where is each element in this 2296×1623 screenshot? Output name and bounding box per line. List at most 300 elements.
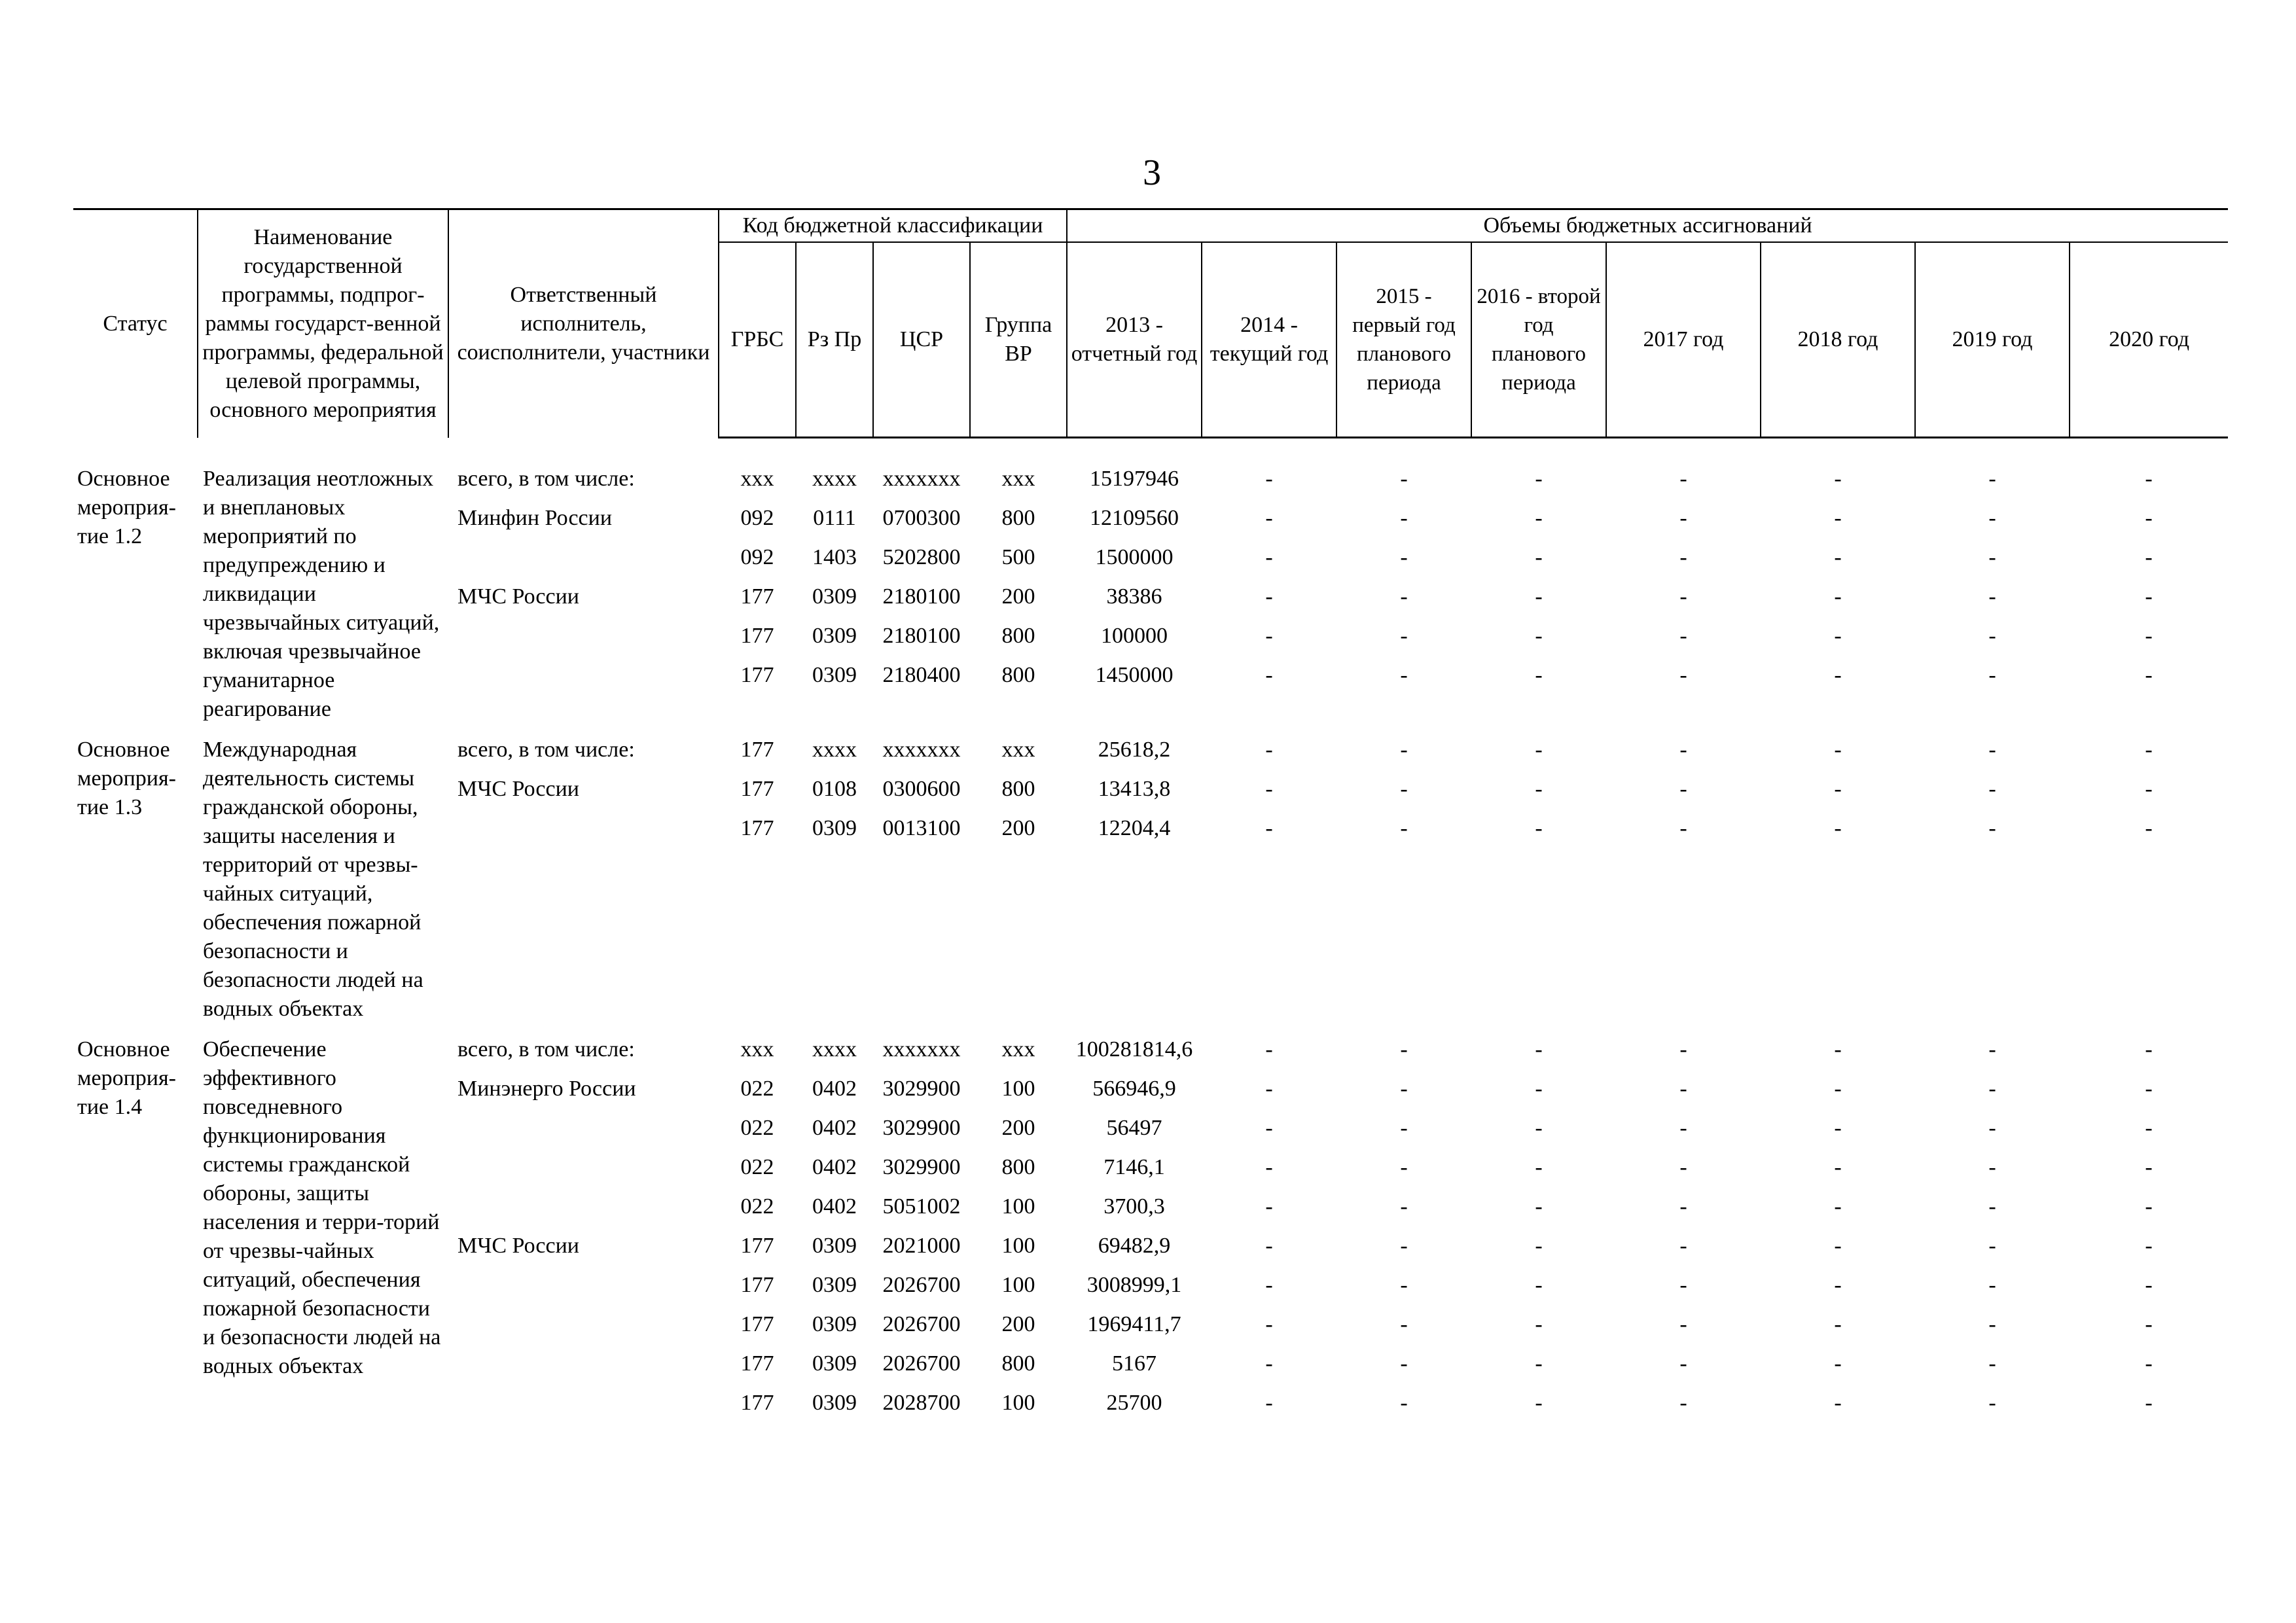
value-2017: - xyxy=(1679,816,1687,840)
v2013-value: 566946,9 xyxy=(1092,1077,1176,1101)
executor-name: Минэнерго России xyxy=(457,1077,636,1101)
csr-value: 3029900 xyxy=(882,1077,961,1101)
value-2014: - xyxy=(1265,663,1273,687)
vr-value: 100 xyxy=(1001,1273,1035,1297)
value-2019: - xyxy=(1988,816,1996,840)
value-2014: - xyxy=(1265,1312,1273,1336)
measure-block-row xyxy=(73,1030,2228,1429)
value-2019: - xyxy=(1988,1351,1996,1376)
value-2019: - xyxy=(1988,467,1996,491)
value-2015: - xyxy=(1400,467,1408,491)
value-2020: - xyxy=(2145,506,2153,530)
vr-value: 100 xyxy=(1001,1391,1035,1415)
csr-cell xyxy=(873,1030,970,1429)
csr-value: 2021000 xyxy=(882,1234,961,1258)
value-2015-cell xyxy=(1336,1030,1471,1429)
executor-name xyxy=(457,1266,716,1305)
value-2019: - xyxy=(1988,663,1996,687)
header-csr: ЦСР xyxy=(873,242,970,438)
value-2018: - xyxy=(1834,816,1842,840)
measure-name: Обеспечение эффективного повседневного функционирования системы гражданской обороны, защиты населения и терри-торий от чрезвы-чайных ситуаций, обеспечения пожарной безопасности и безопасности людей на водных объектах xyxy=(203,1037,441,1378)
rzpr-value: 0402 xyxy=(812,1116,857,1140)
executor-name xyxy=(457,1383,716,1423)
grbs-value: 177 xyxy=(740,584,774,609)
csr-value: ххххххх xyxy=(882,1037,961,1061)
v2013-value: 5167 xyxy=(1112,1351,1157,1376)
grbs-value: 092 xyxy=(740,545,774,569)
header-year-2020: 2020 год xyxy=(2070,242,2228,438)
value-2015: - xyxy=(1400,663,1408,687)
header-status: Статус xyxy=(73,209,198,438)
header-year-2016: 2016 - второй год планового периода xyxy=(1471,242,1606,438)
rzpr-value: 0402 xyxy=(812,1155,857,1179)
vr-value: 200 xyxy=(1001,816,1035,840)
value-2019-cell xyxy=(1915,730,2070,1030)
grbs-value: 177 xyxy=(740,1391,774,1415)
csr-value: 2028700 xyxy=(882,1391,961,1415)
vr-value: 100 xyxy=(1001,1194,1035,1219)
value-2015: - xyxy=(1400,1194,1408,1219)
value-2020-cell xyxy=(2070,1030,2228,1429)
value-2019: - xyxy=(1988,584,1996,609)
value-2020: - xyxy=(2145,1273,2153,1297)
value-2017: - xyxy=(1679,1116,1687,1140)
vr-cell xyxy=(970,459,1067,730)
value-2018: - xyxy=(1834,1116,1842,1140)
rzpr-value: 0309 xyxy=(812,1351,857,1376)
value-2018: - xyxy=(1834,584,1842,609)
value-2018-cell xyxy=(1761,459,1915,730)
vr-value: 800 xyxy=(1001,777,1035,801)
value-2020: - xyxy=(2145,584,2153,609)
measure-status: Основное мероприя-тие 1.4 xyxy=(77,1037,176,1119)
value-2019: - xyxy=(1988,1116,1996,1140)
grbs-cell xyxy=(719,1030,796,1429)
vr-value: 800 xyxy=(1001,663,1035,687)
value-2018-cell xyxy=(1761,730,1915,1030)
csr-value: 2026700 xyxy=(882,1273,961,1297)
header-rzpr: Рз Пр xyxy=(796,242,873,438)
grbs-value: ххх xyxy=(740,467,774,491)
vr-value: 500 xyxy=(1001,545,1035,569)
grbs-value: 177 xyxy=(740,624,774,648)
v2013-value: 3700,3 xyxy=(1103,1194,1165,1219)
vr-cell xyxy=(970,1030,1067,1429)
measure-status-cell xyxy=(73,730,198,1030)
v2013-value: 25618,2 xyxy=(1098,738,1171,762)
value-2014: - xyxy=(1265,738,1273,762)
csr-value: ххххххх xyxy=(882,467,961,491)
v2013-value: 56497 xyxy=(1106,1116,1162,1140)
rzpr-value: 0108 xyxy=(812,777,857,801)
value-2020: - xyxy=(2145,816,2153,840)
header-executor: Ответственный исполнитель, соисполнители, участники xyxy=(448,209,719,438)
v2013-value: 12204,4 xyxy=(1098,816,1171,840)
rzpr-value: 0309 xyxy=(812,663,857,687)
value-2016: - xyxy=(1535,1391,1543,1415)
header-year-2017: 2017 год xyxy=(1606,242,1761,438)
grbs-value: 022 xyxy=(740,1155,774,1179)
vr-value: 800 xyxy=(1001,506,1035,530)
value-2019: - xyxy=(1988,1037,1996,1061)
value-2016: - xyxy=(1535,1116,1543,1140)
value-2017: - xyxy=(1679,738,1687,762)
vr-value: 100 xyxy=(1001,1234,1035,1258)
header-budget-volumes: Объемы бюджетных ассигнований xyxy=(1067,209,2228,243)
header-year-2018: 2018 год xyxy=(1761,242,1915,438)
value-2020: - xyxy=(2145,1155,2153,1179)
executor-name: МЧС России xyxy=(457,777,579,801)
value-2014: - xyxy=(1265,1273,1273,1297)
rzpr-value: 0111 xyxy=(813,506,856,530)
executor-cell xyxy=(448,459,719,730)
value-2017: - xyxy=(1679,506,1687,530)
value-2019: - xyxy=(1988,1234,1996,1258)
value-2020: - xyxy=(2145,1351,2153,1376)
value-2017: - xyxy=(1679,1273,1687,1297)
value-2018: - xyxy=(1834,1077,1842,1101)
value-2018-cell xyxy=(1761,1030,1915,1429)
value-2016: - xyxy=(1535,1037,1543,1061)
csr-value: 2180100 xyxy=(882,584,961,609)
value-2015: - xyxy=(1400,1273,1408,1297)
value-2015-cell xyxy=(1336,730,1471,1030)
value-2019: - xyxy=(1988,1077,1996,1101)
value-2018: - xyxy=(1834,1194,1842,1219)
value-2015: - xyxy=(1400,1037,1408,1061)
grbs-value: 177 xyxy=(740,738,774,762)
header-year-2015: 2015 - первый год планового периода xyxy=(1336,242,1471,438)
value-2017: - xyxy=(1679,1155,1687,1179)
vr-value: 800 xyxy=(1001,1351,1035,1376)
csr-value: 3029900 xyxy=(882,1155,961,1179)
value-2017: - xyxy=(1679,1194,1687,1219)
grbs-value: 177 xyxy=(740,1312,774,1336)
value-2016: - xyxy=(1535,1155,1543,1179)
value-2016: - xyxy=(1535,506,1543,530)
value-2020: - xyxy=(2145,1234,2153,1258)
value-2016: - xyxy=(1535,624,1543,648)
value-2016: - xyxy=(1535,738,1543,762)
value-2015: - xyxy=(1400,738,1408,762)
executor-name xyxy=(457,1344,716,1383)
value-2020: - xyxy=(2145,1037,2153,1061)
value-2013-cell xyxy=(1067,459,1202,730)
vr-value: 100 xyxy=(1001,1077,1035,1101)
value-2018: - xyxy=(1834,467,1842,491)
grbs-value: 177 xyxy=(740,1351,774,1376)
rzpr-value: хххх xyxy=(812,467,857,491)
v2013-value: 12109560 xyxy=(1090,506,1179,530)
executor-name xyxy=(457,1187,716,1226)
value-2020: - xyxy=(2145,777,2153,801)
header-year-2014: 2014 - текущий год xyxy=(1202,242,1336,438)
executor-name xyxy=(457,809,716,848)
value-2019: - xyxy=(1988,624,1996,648)
csr-value: ххххххх xyxy=(882,738,961,762)
measure-block-row xyxy=(73,730,2228,1030)
value-2018: - xyxy=(1834,1391,1842,1415)
value-2016: - xyxy=(1535,467,1543,491)
value-2020: - xyxy=(2145,1391,2153,1415)
rzpr-value: 0309 xyxy=(812,1312,857,1336)
value-2014: - xyxy=(1265,624,1273,648)
vr-value: 200 xyxy=(1001,584,1035,609)
csr-value: 0300600 xyxy=(882,777,961,801)
value-2014-cell xyxy=(1202,730,1336,1030)
rzpr-value: 0309 xyxy=(812,584,857,609)
value-2014: - xyxy=(1265,777,1273,801)
executor-name xyxy=(457,656,716,695)
measure-name: Реализация неотложных и внеплановых мероприятий по предупреждению и ликвидации чрезвычайных ситуаций, включая чрезвычайное гуманитарное реагирование xyxy=(203,467,440,721)
v2013-value: 69482,9 xyxy=(1098,1234,1171,1258)
value-2014: - xyxy=(1265,1351,1273,1376)
value-2017: - xyxy=(1679,1077,1687,1101)
vr-cell xyxy=(970,730,1067,1030)
value-2017: - xyxy=(1679,1351,1687,1376)
executor-cell xyxy=(448,730,719,1030)
value-2020-cell xyxy=(2070,730,2228,1030)
value-2017-cell xyxy=(1606,1030,1761,1429)
value-2018: - xyxy=(1834,545,1842,569)
grbs-value: 177 xyxy=(740,1234,774,1258)
value-2018: - xyxy=(1834,1037,1842,1061)
value-2015: - xyxy=(1400,1351,1408,1376)
executor-name: всего, в том числе: xyxy=(457,738,635,762)
value-2018: - xyxy=(1834,624,1842,648)
value-2014: - xyxy=(1265,506,1273,530)
value-2015-cell xyxy=(1336,459,1471,730)
value-2016: - xyxy=(1535,545,1543,569)
v2013-value: 15197946 xyxy=(1090,467,1179,491)
value-2018: - xyxy=(1834,663,1842,687)
value-2017: - xyxy=(1679,777,1687,801)
v2013-value: 100281814,6 xyxy=(1075,1037,1193,1061)
rzpr-value: 0309 xyxy=(812,624,857,648)
value-2019: - xyxy=(1988,1312,1996,1336)
value-2015: - xyxy=(1400,1234,1408,1258)
value-2016: - xyxy=(1535,584,1543,609)
header-year-2019: 2019 год xyxy=(1915,242,2070,438)
value-2017-cell xyxy=(1606,459,1761,730)
executor-name: Минфин России xyxy=(457,506,613,530)
value-2019: - xyxy=(1988,1155,1996,1179)
grbs-value: 177 xyxy=(740,777,774,801)
value-2016: - xyxy=(1535,1234,1543,1258)
value-2018: - xyxy=(1834,506,1842,530)
value-2019: - xyxy=(1988,545,1996,569)
rzpr-value: 0402 xyxy=(812,1194,857,1219)
executor-cell xyxy=(448,1030,719,1429)
value-2016-cell xyxy=(1471,1030,1606,1429)
value-2014-cell xyxy=(1202,459,1336,730)
value-2020: - xyxy=(2145,545,2153,569)
value-2016: - xyxy=(1535,1312,1543,1336)
measure-name: Международная деятельность системы гражданской обороны, защиты населения и территорий от чрезвы-чайных ситуаций, обеспечения пожарной безопасности и безопасности людей на водных объектах xyxy=(203,738,423,1021)
executor-name: МЧС России xyxy=(457,1234,579,1258)
grbs-cell xyxy=(719,730,796,1030)
value-2016: - xyxy=(1535,663,1543,687)
csr-value: 5202800 xyxy=(882,545,961,569)
value-2017: - xyxy=(1679,545,1687,569)
grbs-value: 177 xyxy=(740,1273,774,1297)
v2013-value: 25700 xyxy=(1106,1391,1162,1415)
value-2020: - xyxy=(2145,467,2153,491)
grbs-value: ххх xyxy=(740,1037,774,1061)
header-program-name: Наименование государственной программы, подпрог-раммы государст-венной программы, федеральной целевой программы, основного мероприятия xyxy=(198,209,448,438)
executor-name xyxy=(457,1109,716,1148)
value-2014-cell xyxy=(1202,1030,1336,1429)
value-2015: - xyxy=(1400,816,1408,840)
measure-status-cell xyxy=(73,459,198,730)
value-2018: - xyxy=(1834,1155,1842,1179)
vr-value: ххх xyxy=(1001,1037,1035,1061)
measure-block-row xyxy=(73,459,2228,730)
value-2017: - xyxy=(1679,584,1687,609)
value-2020: - xyxy=(2145,663,2153,687)
value-2015: - xyxy=(1400,777,1408,801)
rzpr-value: 0309 xyxy=(812,816,857,840)
value-2020: - xyxy=(2145,1077,2153,1101)
executor-name xyxy=(457,1148,716,1187)
value-2015: - xyxy=(1400,1116,1408,1140)
value-2020: - xyxy=(2145,738,2153,762)
csr-value: 2026700 xyxy=(882,1312,961,1336)
value-2014: - xyxy=(1265,467,1273,491)
v2013-value: 100000 xyxy=(1101,624,1168,648)
rzpr-value: хххх xyxy=(812,738,857,762)
value-2013-cell xyxy=(1067,1030,1202,1429)
value-2017: - xyxy=(1679,1234,1687,1258)
value-2015: - xyxy=(1400,545,1408,569)
value-2014: - xyxy=(1265,545,1273,569)
executor-name xyxy=(457,538,716,577)
v2013-value: 38386 xyxy=(1106,584,1162,609)
value-2020-cell xyxy=(2070,459,2228,730)
csr-value: 0013100 xyxy=(882,816,961,840)
measure-status-cell xyxy=(73,1030,198,1429)
value-2019: - xyxy=(1988,1194,1996,1219)
value-2015: - xyxy=(1400,1155,1408,1179)
value-2019-cell xyxy=(1915,1030,2070,1429)
grbs-value: 022 xyxy=(740,1194,774,1219)
value-2014: - xyxy=(1265,1077,1273,1101)
v2013-value: 7146,1 xyxy=(1103,1155,1165,1179)
value-2020: - xyxy=(2145,1312,2153,1336)
value-2020: - xyxy=(2145,1116,2153,1140)
value-2017: - xyxy=(1679,624,1687,648)
csr-value: 5051002 xyxy=(882,1194,961,1219)
table-header xyxy=(73,209,2228,438)
header-year-2013: 2013 - отчетный год xyxy=(1067,242,1202,438)
header-budget-classification-code: Код бюджетной классификации xyxy=(719,209,1067,243)
value-2019-cell xyxy=(1915,459,2070,730)
header-grbs: ГРБС xyxy=(719,242,796,438)
vr-value: 800 xyxy=(1001,624,1035,648)
rzpr-value: 0309 xyxy=(812,1273,857,1297)
value-2016: - xyxy=(1535,1351,1543,1376)
value-2017: - xyxy=(1679,1391,1687,1415)
vr-value: ххх xyxy=(1001,738,1035,762)
rzpr-value: 1403 xyxy=(812,545,857,569)
value-2014: - xyxy=(1265,1391,1273,1415)
value-2015: - xyxy=(1400,624,1408,648)
csr-value: 2180400 xyxy=(882,663,961,687)
vr-value: 200 xyxy=(1001,1312,1035,1336)
value-2014: - xyxy=(1265,1037,1273,1061)
value-2017: - xyxy=(1679,467,1687,491)
vr-value: ххх xyxy=(1001,467,1035,491)
grbs-value: 177 xyxy=(740,816,774,840)
value-2016: - xyxy=(1535,1194,1543,1219)
measure-status: Основное мероприя-тие 1.2 xyxy=(77,467,176,548)
vr-value: 800 xyxy=(1001,1155,1035,1179)
rzpr-value: 0309 xyxy=(812,1234,857,1258)
grbs-cell xyxy=(719,459,796,730)
measure-name-cell xyxy=(198,459,448,730)
measure-name-cell xyxy=(198,1030,448,1429)
value-2018: - xyxy=(1834,1273,1842,1297)
value-2014: - xyxy=(1265,1116,1273,1140)
value-2014: - xyxy=(1265,1194,1273,1219)
rzpr-value: 0402 xyxy=(812,1077,857,1101)
measure-status: Основное мероприя-тие 1.3 xyxy=(77,738,176,819)
grbs-value: 177 xyxy=(740,663,774,687)
v2013-value: 1969411,7 xyxy=(1087,1312,1181,1336)
executor-name xyxy=(457,616,716,656)
value-2018: - xyxy=(1834,1351,1842,1376)
value-2015: - xyxy=(1400,1391,1408,1415)
value-2015: - xyxy=(1400,506,1408,530)
value-2014: - xyxy=(1265,816,1273,840)
value-2014: - xyxy=(1265,1155,1273,1179)
value-2017: - xyxy=(1679,1312,1687,1336)
value-2016: - xyxy=(1535,777,1543,801)
value-2019: - xyxy=(1988,1273,1996,1297)
header-vr: Группа ВР xyxy=(970,242,1067,438)
value-2015: - xyxy=(1400,1077,1408,1101)
grbs-value: 022 xyxy=(740,1077,774,1101)
value-2018: - xyxy=(1834,1234,1842,1258)
rzpr-cell xyxy=(796,1030,873,1429)
executor-name: всего, в том числе: xyxy=(457,1037,635,1061)
value-2016-cell xyxy=(1471,459,1606,730)
grbs-value: 092 xyxy=(740,506,774,530)
executor-name xyxy=(457,1305,716,1344)
rzpr-value: 0309 xyxy=(812,1391,857,1415)
value-2018: - xyxy=(1834,777,1842,801)
table-body xyxy=(73,438,2228,1430)
value-2013-cell xyxy=(1067,730,1202,1030)
executor-name: МЧС России xyxy=(457,584,579,609)
measure-name-cell xyxy=(198,730,448,1030)
rzpr-cell xyxy=(796,459,873,730)
value-2019: - xyxy=(1988,777,1996,801)
value-2016: - xyxy=(1535,1273,1543,1297)
v2013-value: 1450000 xyxy=(1095,663,1174,687)
page-number: 3 xyxy=(1143,152,1161,193)
value-2018: - xyxy=(1834,738,1842,762)
csr-cell xyxy=(873,730,970,1030)
value-2020: - xyxy=(2145,624,2153,648)
value-2016: - xyxy=(1535,1077,1543,1101)
value-2014: - xyxy=(1265,1234,1273,1258)
rzpr-cell xyxy=(796,730,873,1030)
budget-allocation-table xyxy=(73,208,2228,1429)
value-2015: - xyxy=(1400,1312,1408,1336)
rzpr-value: хххх xyxy=(812,1037,857,1061)
value-2017: - xyxy=(1679,1037,1687,1061)
